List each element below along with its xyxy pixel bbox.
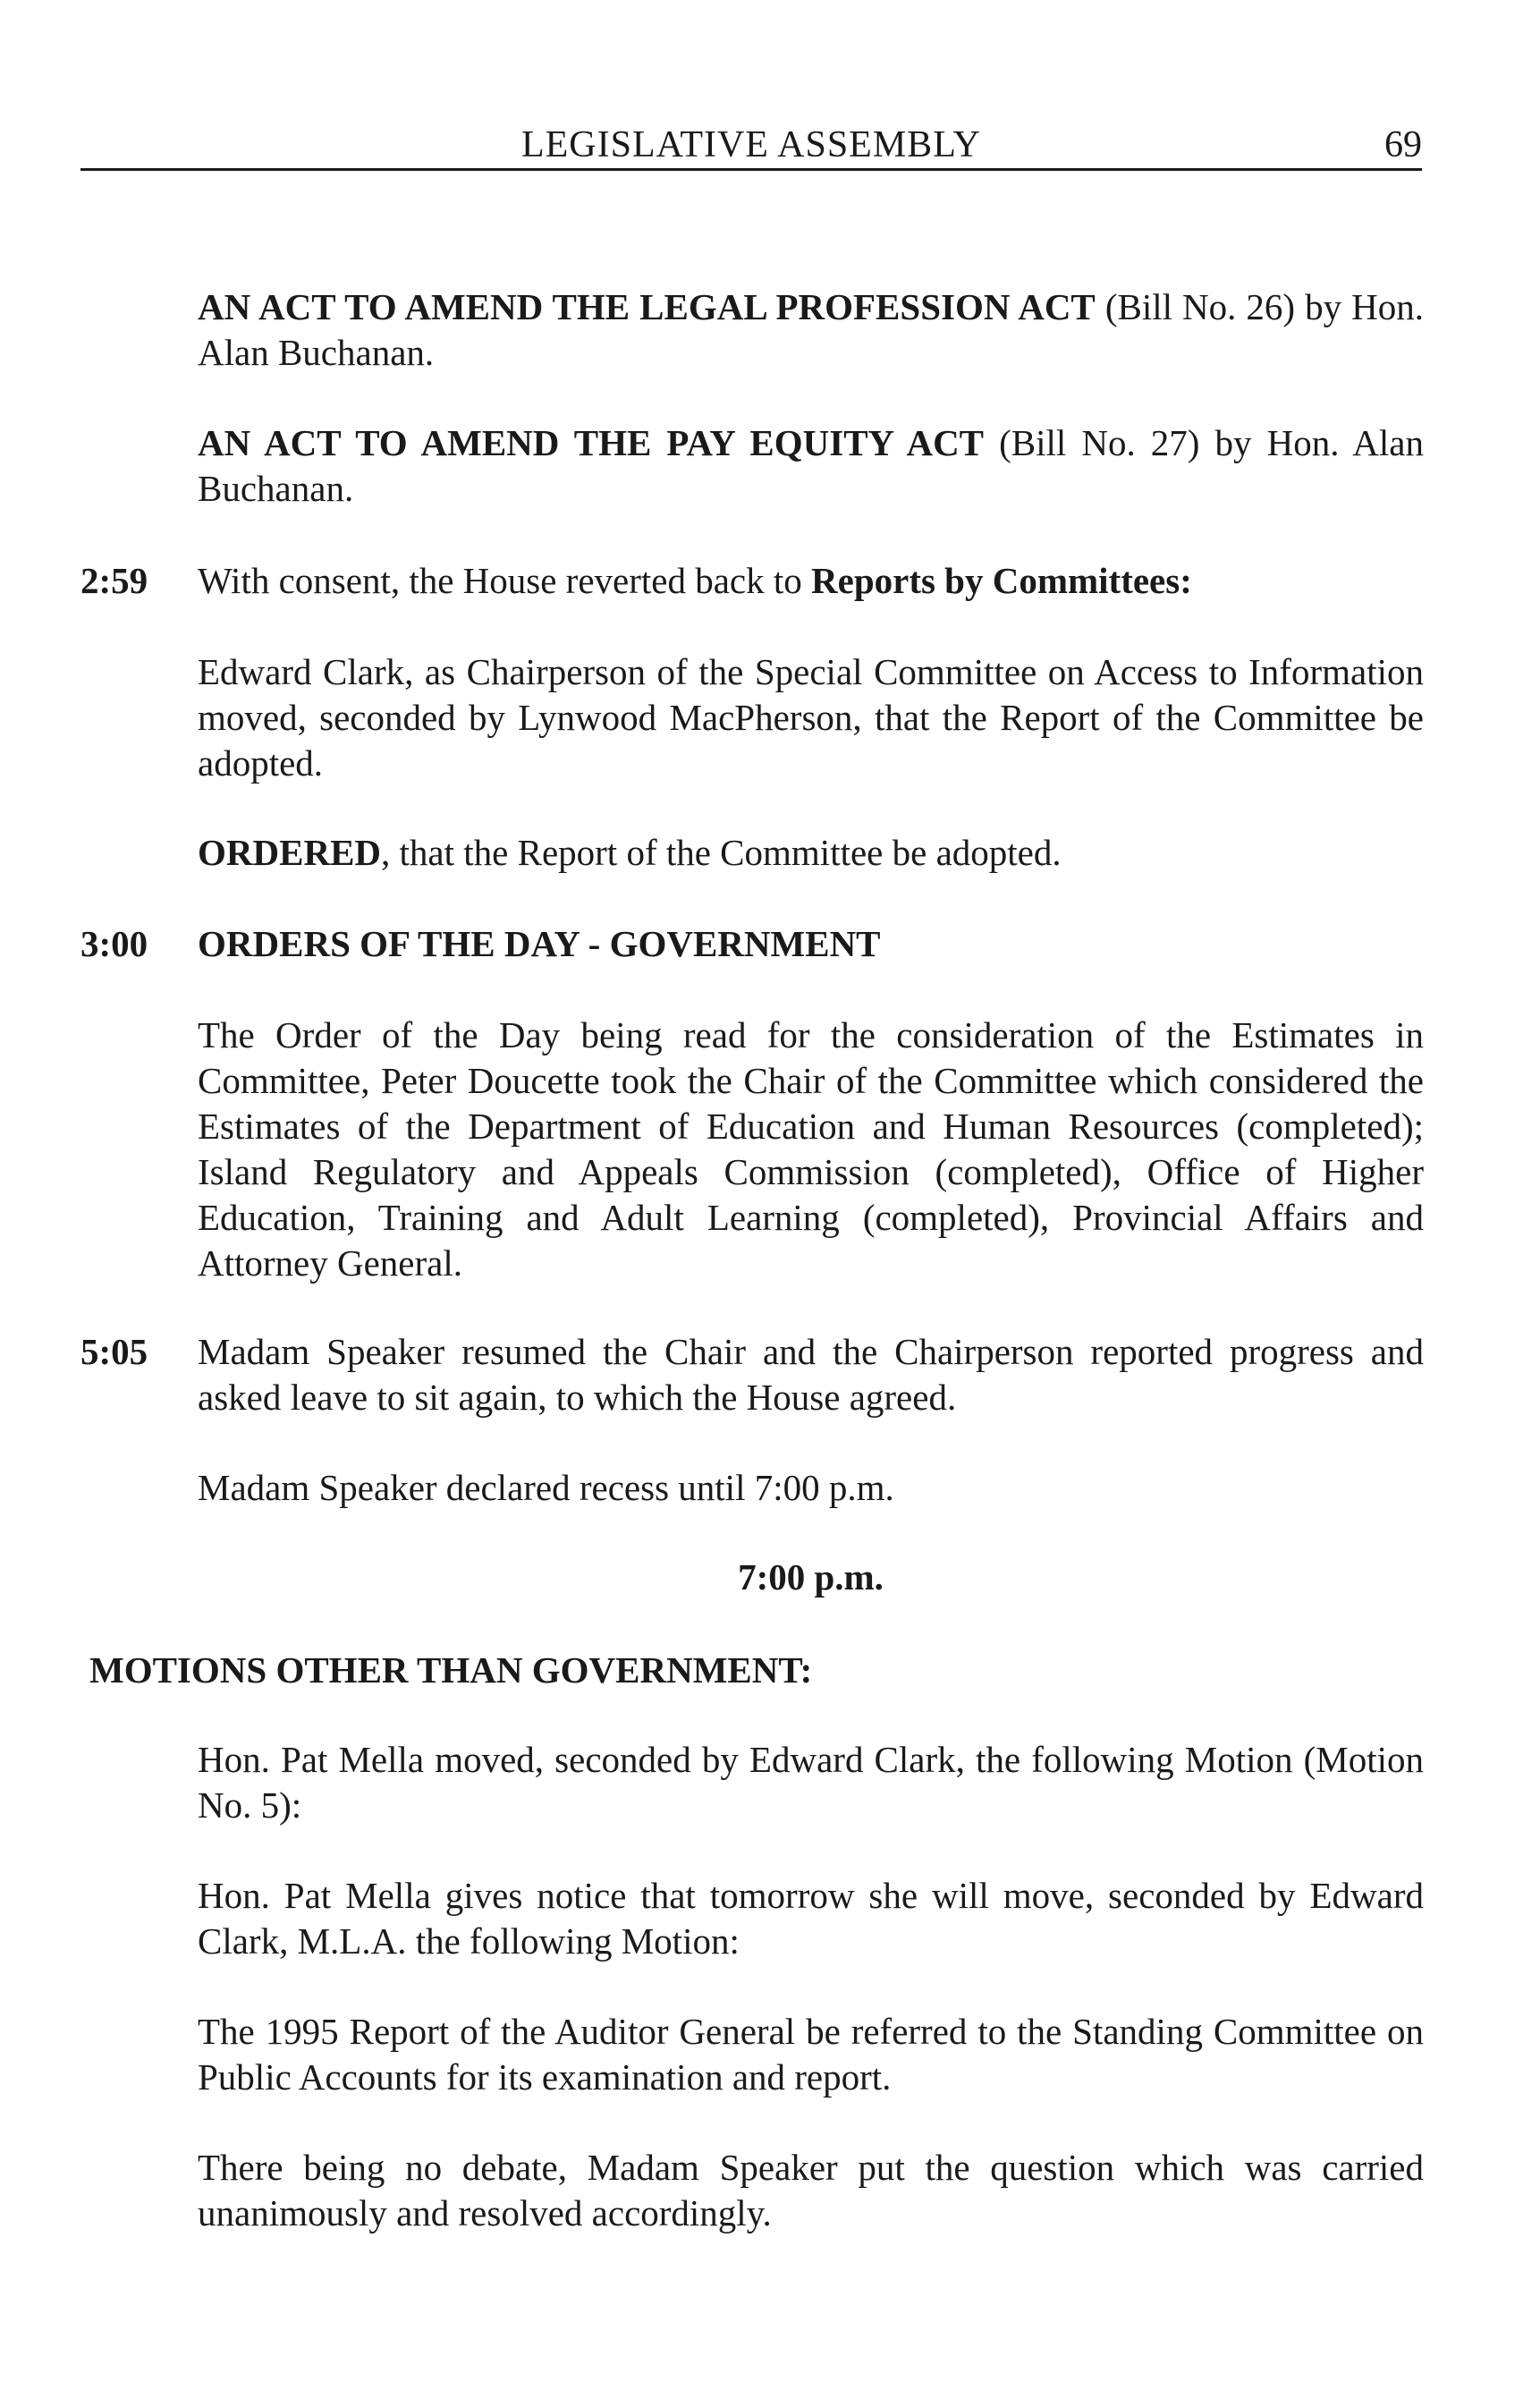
reports-intro	[198, 558, 1424, 604]
time-2-59: 2:59	[80, 560, 148, 601]
page-header	[80, 118, 1422, 168]
motion-p1	[198, 1737, 1424, 1828]
bill-27-entry	[198, 420, 1424, 512]
orders-text: The Order of the Day being read for the consideration of the Estimates in Committee, Peter Doucette took the Chair of the Committee which considered the Estimates of the Department of Education and Human Resources (completed); Island Regulatory and Appeals Commission (completed), Office of Higher Education, Training and Adult Learning (completed), Provincial Affairs and Attorney General.	[198, 1014, 1424, 1284]
motion-p3	[198, 2009, 1424, 2100]
motion-p4	[198, 2145, 1424, 2236]
motion-p2-text: Hon. Pat Mella gives notice that tomorrow she will move, seconded by Edward Clark, M.L.A. the following Motion:	[198, 1875, 1424, 1962]
time-3-00: 3:00	[80, 923, 148, 964]
orders-heading: ORDERS OF THE DAY - GOVERNMENT	[198, 923, 881, 964]
bill-26-details: (Bill No. 26) by Hon. Alan Buchanan.	[198, 286, 1424, 373]
time-5-05: 5:05	[80, 1331, 148, 1372]
motion-p4-text: There being no debate, Madam Speaker put the question which was carried unanimously and resolved accordingly.	[198, 2147, 1424, 2233]
motion-p1-text: Hon. Pat Mella moved, seconded by Edward Clark, the following Motion (Motion No. 5):	[198, 1739, 1424, 1826]
reports-lead: With consent, the House reverted back to	[198, 560, 812, 601]
ordered-label: ORDERED	[198, 832, 382, 873]
bill-27-title: AN ACT TO AMEND THE PAY EQUITY ACT	[198, 422, 985, 463]
recess-text: Madam Speaker declared recess until 7:00 p.m.	[198, 1467, 894, 1508]
orders-entry	[198, 1013, 1424, 1286]
bill-27-paragraph	[198, 420, 1424, 512]
bill-27-details: (Bill No. 27) by Hon. Alan Buchanan.	[198, 422, 1424, 509]
header-rule	[80, 168, 1422, 171]
ordered-paragraph	[198, 830, 1424, 876]
evening-time-heading	[198, 1555, 1424, 1600]
bill-26-entry	[198, 284, 1424, 376]
ordered-entry	[198, 830, 1424, 876]
committee-motion	[198, 649, 1424, 786]
header-title: LEGISLATIVE ASSEMBLY	[521, 124, 981, 165]
resumed-text: Madam Speaker resumed the Chair and the Chairperson reported progress and asked leave to sit again, to which the House agreed.	[198, 1331, 1424, 1418]
motion-p2	[198, 1873, 1424, 1964]
orders-heading-entry	[198, 921, 1424, 967]
reports-heading: Reports by Committees:	[811, 560, 1192, 601]
committee-motion-text: Edward Clark, as Chairperson of the Special Committee on Access to Information moved, seconded by Lynwood MacPherson, that the Report of the Committee be adopted.	[198, 651, 1424, 784]
bill-26-paragraph	[198, 284, 1424, 376]
ordered-text: , that the Report of the Committee be adopted.	[381, 832, 1062, 873]
page-number: 69	[1384, 124, 1422, 165]
resumed-entry	[198, 1329, 1424, 1420]
evening-time: 7:00 p.m.	[738, 1556, 884, 1598]
reports-entry	[198, 558, 1424, 604]
motions-heading-entry	[89, 1648, 812, 1693]
motions-heading: MOTIONS OTHER THAN GOVERNMENT:	[89, 1649, 813, 1691]
motion-p3-text: The 1995 Report of the Auditor General be referred to the Standing Committee on Public Accounts for its examination and report.	[198, 2011, 1424, 2098]
recess-entry	[198, 1465, 1424, 1511]
bill-26-title: AN ACT TO AMEND THE LEGAL PROFESSION ACT	[198, 286, 1096, 327]
